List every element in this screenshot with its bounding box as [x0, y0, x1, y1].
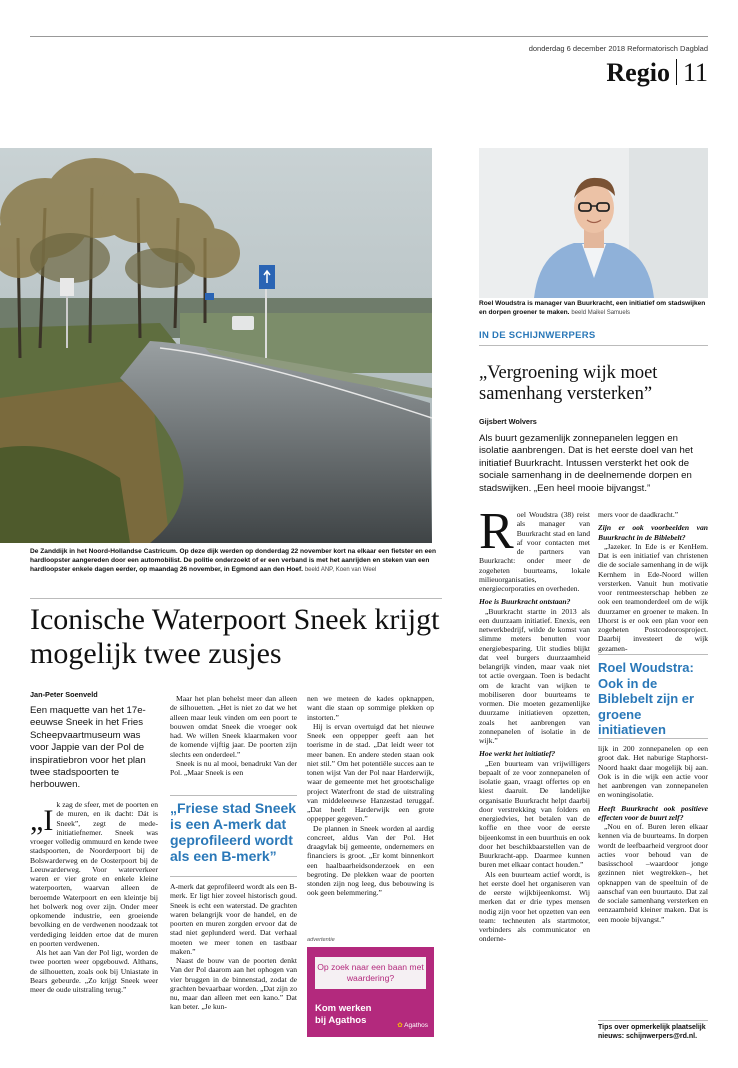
portrait-caption: [479, 300, 708, 318]
dateline: [529, 44, 708, 53]
main-paragraph: Als het aan Van der Pol ligt, worden de twee poorten weer opgebouwd. Althans, de silhouetten, zoals ook bij Uniastate in Bears gebeurde. „Zo krijgt Sneek weer meer de oude uitstraling terug.”: [30, 948, 158, 994]
spotlight-question: Zijn er ook voorbeelden van Buurkracht in de Biblebelt?: [598, 523, 708, 542]
spotlight-question: Hoe is Buurkracht ontstaan?: [479, 597, 571, 607]
spotlight-paragraph: „Nou en of. Buren leren elkaar kennen via de buurteams. In dorpen wordt de leefbaarheid vergroot door acties voor behoud van de basisschool –waardoor jonge gezinnen niet wegtrekken–, het opknappen van de speeltuin of de aanschaf van een buurtauto. Dat zal de sociale samenhang versterken en eenzaamheid kleiner maken. Dat is een mooie bijvangst.”: [598, 822, 708, 924]
main-column-2: [170, 694, 297, 777]
paper-name: Reformatorisch Dagblad: [627, 44, 708, 53]
date: donderdag 6 december 2018: [528, 44, 626, 53]
main-paragraph: Hij is ervan overtuigd dat het nieuwe Sneek een oppepper geeft aan het toerisme in de stad. „Dat leidt weer tot meer banen. En andere steden staan ook niet stil.” Om het potentiële succes aan te tonen wijst Van der Pol naar Harderwijk, waar de gemeente met het grootschalige project Waterfront de stad de uitstraling van middeleeuwse Hanzestad teruggaf. „Dat heeft Harderwijk een grote oppepper gegeven.”: [307, 721, 434, 824]
spotlight-paragraph: Als een buurteam actief wordt, is het eerste doel het organiseren van de eerste wijkbijeenkomst. Wij merken dat er drie types mensen nodig zijn voor het opzetten van een team: techneuten als startmotor, verbinders als communicator en onderne-: [479, 869, 590, 944]
main-headline: Iconische Waterpoort Sneek krijgt mogelijk twee zusjes: [30, 603, 440, 670]
road-photo-image: [0, 148, 432, 543]
spotlight-pull-quote: Roel Woudstra: Ook in de Biblebelt zijn er groene initiatieven: [598, 660, 695, 737]
ad-call-to-action: Kom werken bij Agathos: [315, 1003, 372, 1026]
kicker-rule: [479, 345, 708, 346]
portrait-photo: [479, 148, 708, 298]
spotlight-question: Hoe werkt het initiatief?: [479, 749, 556, 759]
tips-line: Tips over opmerkelijk plaatselijk nieuws: schijnwerpers@rd.nl.: [598, 1024, 706, 1040]
spotlight-paragraph: lijk in 200 zonnepanelen op een groot dak. Het naburige Staphorst-Noord haakt daar mogelijk bij aan. Ook is in die wijk een actie voor het aanbrengen van zonnepanelen en woningisolatie.: [598, 744, 708, 800]
ad-headline: Op zoek naar een baan met waardering?: [317, 962, 424, 983]
spotlight-paragraph: „Buurkracht startte in 2013 als een duurzaam initiatief. Enexis, een netwerkbedrijf, wilde de komst van slimme meters benutten voor energiebesparing. Uit studies blijkt dat veel burgers duurzaamheid belangrijk vinden, maar vaak niet tot actie overgaan. Toen is bedacht om de kracht van wijken te mobiliseren door buurteams te vormen. Die moeten gezamenlijke duurzame initiatieven opzetten, zoals het aanbrengen van zonnepanelen of isolatie in de wijk.”: [479, 606, 590, 745]
road-caption-text: De Zanddijk in het Noord-Hollandse Castricum. Op deze dijk werden op donderdag 22 november kort na elkaar een fietster en een hardloopster aangereden door een automobilist. De politie onderzoekt of er een verband is met het aanrijden en steken van een hardloopster enkele dagen eerder, op maandag 26 november, in Egmond aan den Hoef.: [30, 548, 436, 573]
spotlight-headline: „Vergroening wijk moet samenhang versterken”: [479, 363, 658, 404]
main-paragraph: k zag de sfeer, met de poorten en de muren, en ik dacht: Dát is Sneek”, zegt de mede-initiatiefnemer. Sneek was vroeger volledig ommuurd en kende twee stadspoorten, de Noorderpoort bij de Bolswarderweg en de Oosterpoort bij de Leeuwarderweg. Voor waterverkeer waren er vier grote en enkele kleine waterpoorten, waarvan alleen de beroemde Waterpoort en een kleintje bij het bolwerk nog over zijn. Onder meer opkomende industrie, een groeiende bevolking en de verdwenen noodzaak tot verdediging leidden ertoe dat de muren en poorten verdwenen.: [30, 800, 158, 948]
main-pull-rule-bottom: [170, 876, 297, 877]
pull-rule-top: [598, 654, 708, 655]
spotlight-question: Heeft Buurkracht ook positieve effecten voor de buurt zelf?: [598, 803, 708, 822]
portrait-caption-text: Roel Woudstra is manager van Buurkracht, een initiatief om stadswijken en dorpen groener te maken.: [479, 300, 706, 316]
spotlight-lead: Als buurt gezamenlijk zonnepanelen leggen en isolatie aanbrengen. Dat is het eerste doel van het initiatief Buurkracht. Intussen versterkt het ook de sociale samenhang in de deelnemende dorpen en stadswijken. „Een heel mooie bijvangst.”: [479, 433, 693, 494]
spotlight-kicker: IN DE SCHIJNWERPERS: [479, 330, 596, 341]
road-photo-caption: [30, 548, 438, 574]
portrait-image: [479, 148, 708, 298]
main-paragraph: De plannen in Sneek worden al aardig concreet, aldus Van der Pol. Het draagvlak bij gemeente, ondernemers en financiers is groot. „Er komt binnenkort een haalbaarheidsonderzoek en een begroting. De plekken waar de poorten stonden zijn nog leeg, dus bebouwing is ook geen belemmering.”: [307, 823, 434, 898]
main-column-3: [307, 694, 434, 898]
spotlight-byline: Gijsbert Wolvers: [479, 417, 537, 426]
spotlight-paragraph: „Jazeker. In Ede is er KenHem. Dat is een initiatief van christenen die de sociale samenhang in de wijk Kernhem in Ede-Noord willen versterken. Vanuit hun motivatie voor rentmeesterschap hebben ze ook een teamonderdeel om de wijk duurzamer en groener te maken. In IJhorst is er ook een plan voor een zogeheten Postcodeorosproject. Daarbij investeert de wijk gezamen-: [598, 541, 708, 653]
section-name: Regio: [606, 58, 670, 87]
spotlight-paragraph: oel Woudstra (38) reist als manager van Buurkracht stad en land af voor contacten met de partners van Buurkracht: onder meer de zogeheten buurteams, lokale milieuorganisaties, energiecorporaties en overheden.: [479, 510, 590, 593]
spotlight-column-2b: [598, 744, 708, 924]
portrait-photo-credit: beeld Maikel Samuels: [571, 309, 631, 316]
road-photo-credit: beeld ANP, Koen van Weel: [304, 566, 377, 573]
main-paragraph: Sneek is nu al mooi, benadrukt Van der Pol. „Maar Sneek is een: [170, 758, 297, 777]
spotlight-dropcap: R: [479, 510, 514, 560]
spotlight-column-1: [479, 510, 590, 944]
main-column-2b: [170, 882, 297, 1012]
main-byline: Jan-Peter Soenveld: [30, 690, 98, 699]
main-paragraph: A-merk dat geprofileerd wordt als een B-merk. Er ligt hier zoveel historisch goud. Sneek is echt een waterstad. De grachten waren belangrijk voor de handel, en de poorten en muren zorgden ervoor dat de stad niet geplunderd werd. Dat verhaal moeten we meer tonen en tastbaar maken.”: [170, 882, 297, 956]
ad-logo-text: Agathos: [404, 1022, 428, 1029]
main-pull-rule-top: [170, 795, 297, 796]
spotlight-column-2: [598, 510, 708, 653]
main-pull-quote: „Friese stad Sneek is een A-merk dat geprofileerd wordt als een B-merk”: [170, 800, 297, 864]
tips-rule: [598, 1020, 708, 1021]
main-column-1: [30, 800, 158, 994]
section-divider: [676, 59, 677, 85]
spotlight-paragraph: „Een buurteam van vrijwilligers bepaalt of ze voor zonnepanelen of isolatie gaan, vraagt offertes op en kiest daaruit. De landelijke organisatie Buurkracht helpt daarbij door verstrekking van folders en energiedvies, het betalen van de koffie en thee voor de eerste bijeenkomst in een buurthuis en ook door het beschikbaarstellen van de Buurkracht-app. Daarmee kunnen buren met elkaar contact houden.”: [479, 758, 590, 870]
page-number: 11: [682, 58, 708, 87]
main-dropcap: „I: [30, 804, 54, 837]
ad-label: advertentie: [307, 937, 335, 943]
ad-logo: [397, 1021, 428, 1029]
main-paragraph: nen we meteen de kades opknappen, want die staan op sommige plekken op instorten.”: [307, 694, 434, 722]
main-article-rule: [30, 598, 442, 599]
main-paragraph: Maar het plan behelst meer dan alleen de silhouetten. „Het is niet zo dat we het alleen maar leuk vinden om een poort te bouwen omdat Sneek die vroeger ook had. We willen Sneek klaarmaken voor de komende vijftig jaar. De poorten zijn slechts een onderdeel.”: [170, 694, 297, 759]
main-lead: Een maquette van het 17e-eeuwse Sneek in het Fries Scheepvaartmuseum was voor Jappie van der Pol de inspiratiebron voor het plan twee stadspoorten te herbouwen.: [30, 705, 146, 791]
agathos-logo-icon: ✿: [397, 1022, 403, 1029]
section-header: [606, 58, 708, 88]
spotlight-paragraph: mers voor de daadkracht.”: [598, 510, 679, 519]
top-rule: [30, 36, 708, 37]
pull-rule-bottom: [598, 738, 708, 739]
agathos-advertisement[interactable]: [307, 947, 434, 1037]
road-photo: [0, 148, 432, 543]
main-paragraph: Naast de bouw van de poorten denkt Van der Pol daarom aan het ophogen van vier bruggen in de binnenstad, zodat de grachten bevaarbaar worden. „Dat zijn zo nu, maar dan alleen met een kano.” Dat kan beter. „Je kun-: [170, 956, 297, 1012]
